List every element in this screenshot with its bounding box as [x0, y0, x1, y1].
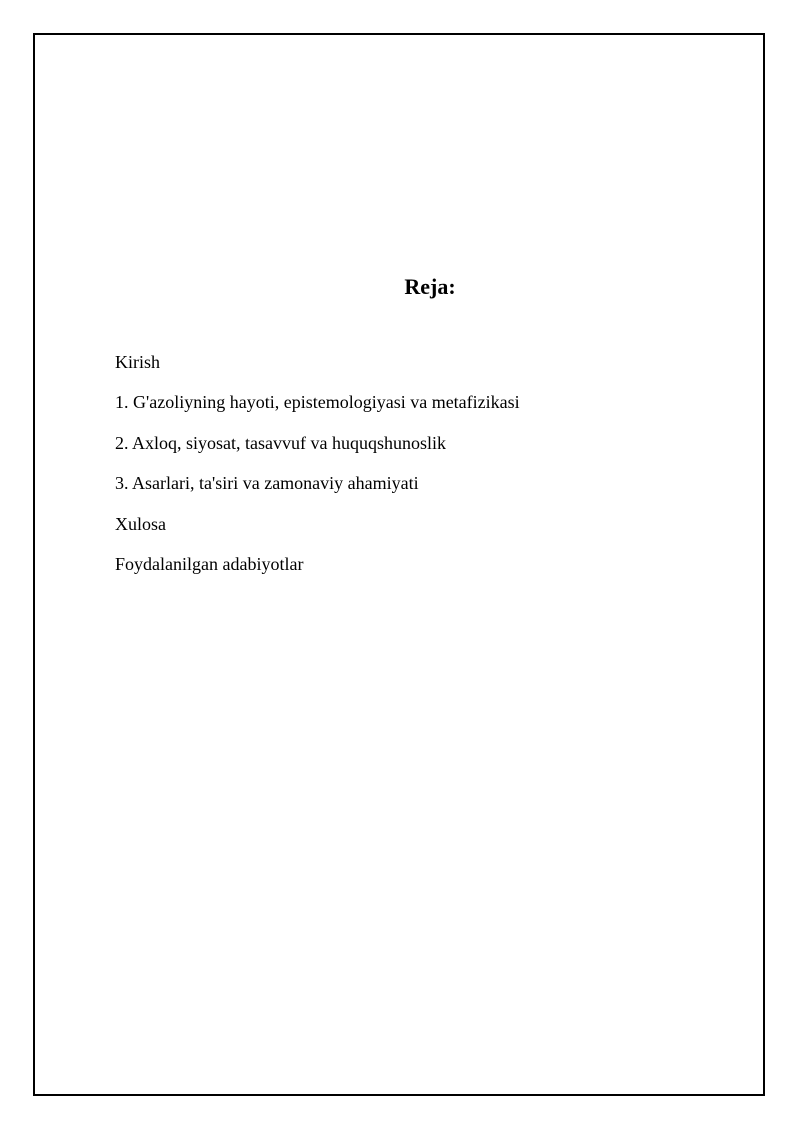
toc-item-conclusion: Xulosa: [115, 513, 166, 534]
toc-item-introduction: Kirish: [115, 352, 160, 372]
table-of-contents: [115, 350, 520, 592]
toc-item-chapter-2: 2. Axloq, siyosat, tasavvuf va huquqshunoslik: [115, 432, 446, 453]
toc-item-chapter-1: 1. G'azoliyning hayoti, epistemologiyasi va metafizikasi: [115, 392, 520, 413]
toc-item-references: Foydalanilgan adabiyotlar: [115, 553, 304, 574]
page-title: Reja:: [404, 274, 456, 299]
toc-item-chapter-3: 3. Asarlari, ta'siri va zamonaviy ahamiyati: [115, 473, 419, 494]
